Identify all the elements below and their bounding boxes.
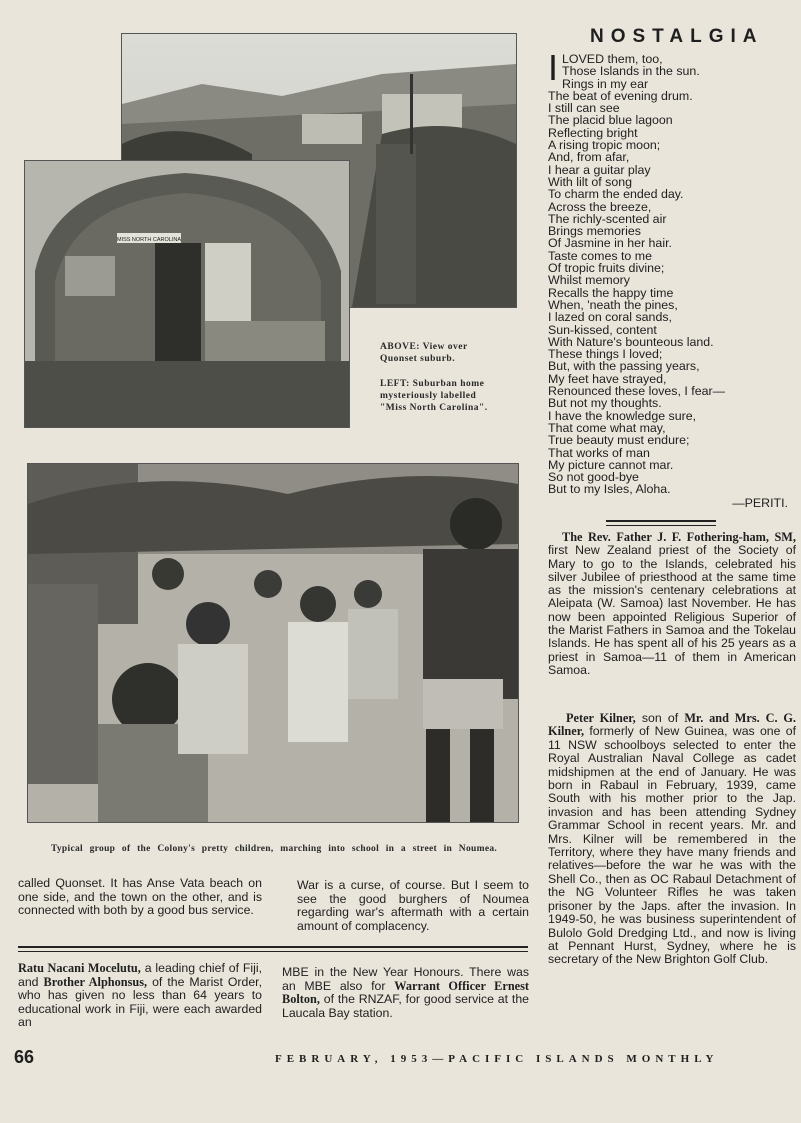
poem-signature: —PERITI. — [732, 495, 788, 510]
hut-sign-text: MISS NORTH CAROLINA — [116, 237, 182, 243]
poem-line: Reflecting bright — [548, 125, 638, 140]
poem-line: That works of man — [548, 445, 650, 460]
text-ratu-item — [18, 962, 262, 1030]
poem-line: The placid blue lagoon — [548, 113, 673, 128]
poem-line: But to my Isles, Aloha. — [548, 482, 671, 497]
ratu-text-1: a leading chief of Fiji, and — [18, 961, 263, 989]
poem-body — [548, 47, 788, 510]
poem-line: Recalls the happy time — [548, 285, 674, 300]
poem-line: The richly-scented air — [548, 211, 667, 226]
poem-line: So not good-bye — [548, 470, 639, 485]
mbe-text-1: MBE in the New Year Honours. There was an MBE also for — [282, 965, 529, 993]
bolton-name: Warrant Officer Ernest Bolton, — [282, 978, 529, 1007]
rule-bottom-1 — [18, 946, 528, 948]
text-quonset-continued — [18, 877, 262, 918]
poem-line: A rising tropic moon; — [548, 138, 661, 153]
caption-group-text: Typical group of the Colony's pretty children, marching into school in a street in Noumea. — [50, 844, 498, 854]
poem-line: And, from afar, — [548, 150, 630, 165]
photo-quonset-hut — [24, 160, 350, 428]
kilner-text-2: formerly of New Guinea, was one of 11 NSW schoolboys selected to enter the Royal Australian Naval College as cadet midshipmen at the end of January. He was born in Rabaul in February, 1939, came South with his mother prior to the Jap. invasion and has been attending Sydney Grammar School in recent years. Mr. and Mrs. Kilner will be remembered in the Territory, where they have many friends and relatives—before the war he was with the Shell Co., then as OC Rabaul Detachment of the NG Volunteer Rifles he was taken prisoner by the Japs. after the invasion. In 1949-50, he was business superintendent of Bulolo Gold Dredging Ltd., and now is living at Pennant Hurst, Sydney, where he is secretary of the New Brighton Golf Club. — [548, 724, 796, 967]
poem-line: But, with the passing years, — [548, 359, 700, 374]
brother-name: Brother Alphonsus, — [43, 974, 148, 989]
rule-poem-2 — [606, 525, 716, 526]
poem-line: That come what may, — [548, 420, 666, 435]
poem-line: Brings memories — [548, 224, 641, 239]
poem-line: My picture cannot mar. — [548, 457, 674, 472]
poem-line: With Nature's bounteous land. — [548, 334, 714, 349]
text-kilner-item — [548, 712, 796, 967]
poem-line: I hear a guitar play — [548, 162, 651, 177]
poem-line: To charm the ended day. — [548, 187, 684, 202]
caption-left — [380, 378, 500, 414]
text-mbe-item — [282, 966, 529, 1020]
photo-children-marching — [27, 463, 519, 823]
fothering-text: first New Zealand priest of the Society of Mary to go to the Islands, celebrated his silver Jubilee of priesthood at the same time as the mission's centenary celebrations at Aleipata (W. Samoa) last November. He has now been appointed Religious Superior of the Marist Fathers in Samoa and the Tokelau Islands. He has spent all of his 25 years as a priest in Samoa—11 of them in American Samoa. — [548, 543, 796, 677]
text-war-body: War is a curse, of course. But I seem to see the good burghers of Noumea regarding war's aftermath with a certain amount of complacency. — [297, 878, 529, 933]
poem-line: Renounced these loves, I fear— — [548, 384, 726, 399]
poem-line: Whilst memory — [548, 273, 630, 288]
text-fothering-item — [548, 531, 796, 677]
poem-line: My feet have strayed, — [548, 371, 667, 386]
poem-line: Taste comes to me — [548, 248, 652, 263]
poem-line: True beauty must endure; — [548, 433, 690, 448]
kilner-parents: Mr. and Mrs. C. G. Kilner, — [548, 711, 796, 739]
poem-line: Those Islands in the sun. — [562, 64, 700, 79]
text-quonset-body: called Quonset. It has Anse Vata beach on one side, and the town on the other, and is connected with both by a good bus service. — [18, 876, 262, 918]
fothering-name: The Rev. Father J. F. Fothering-ham, SM, — [562, 530, 796, 544]
footer-issue — [275, 1053, 795, 1065]
poem-line: I lazed on coral sands, — [548, 310, 672, 325]
poem-line: With lilt of song — [548, 174, 633, 189]
poem-line: Of tropic fruits divine; — [548, 261, 665, 276]
poem-line: Rings in my ear — [562, 76, 649, 91]
caption-above — [380, 341, 500, 365]
poem-line: LOVED them, too, — [562, 52, 663, 66]
page-number: 66 — [14, 1047, 35, 1067]
caption-left-text: LEFT: Suburban home mysteriously labelled "Miss North Carolina". — [380, 379, 488, 413]
ratu-name: Ratu Nacani Mocelutu, — [18, 961, 141, 975]
kilner-name: Peter Kilner, — [566, 711, 636, 725]
poem-line: Sun-kissed, content — [548, 322, 657, 337]
poem-title: NOSTALGIA — [590, 26, 764, 47]
footer-issue-text: FEBRUARY, 1953—PACIFIC ISLANDS MONTHLY — [275, 1053, 719, 1065]
poem-line: I still can see — [548, 101, 620, 116]
kilner-text-1: son of — [635, 711, 685, 725]
poem-line: I have the knowledge sure, — [548, 408, 697, 423]
ratu-text-2: of the Marist Order, who has given no less than 64 years to educational work in Fiji, were each awarded an — [18, 974, 263, 1030]
poem-line: The beat of evening drum. — [548, 88, 693, 103]
poem-line: When, 'neath the pines, — [548, 297, 678, 312]
poem-line: Of Jasmine in her hair. — [548, 236, 672, 251]
caption-group — [19, 843, 529, 855]
text-war-curse — [297, 879, 529, 933]
poem-dropcap: I — [548, 47, 559, 88]
poem-lines — [548, 90, 788, 496]
mbe-text-2: of the RNZAF, for good service at the Laucala Bay station. — [282, 992, 529, 1020]
rule-bottom-2 — [18, 951, 528, 952]
poem-line: Across the breeze, — [548, 199, 652, 214]
caption-above-text: ABOVE: View over Quonset suburb. — [380, 342, 468, 364]
poem-line: These things I loved; — [548, 347, 663, 362]
poem-line: But not my thoughts. — [548, 396, 662, 411]
rule-poem-1 — [606, 520, 716, 522]
